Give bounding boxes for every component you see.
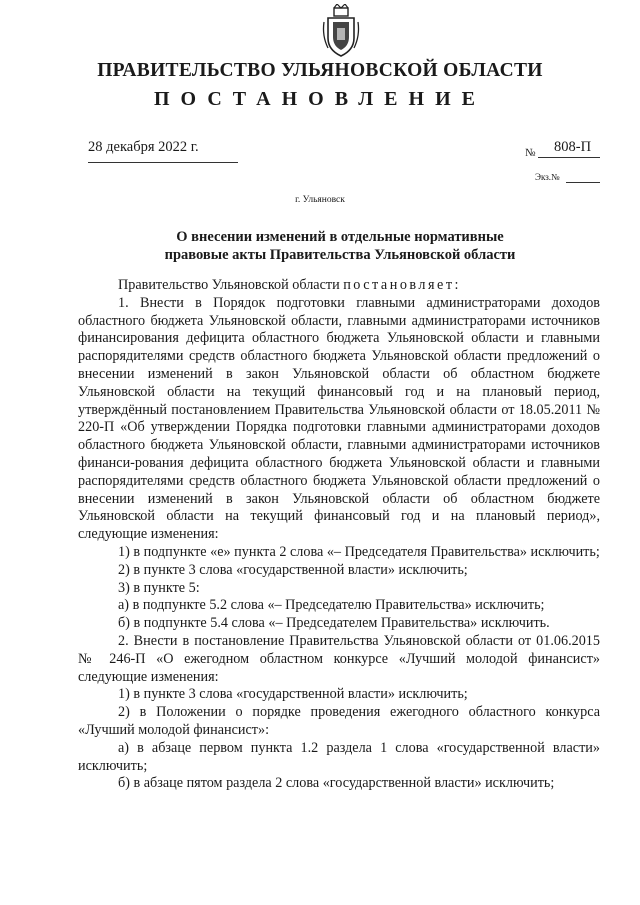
paragraph-1-1: 1) в подпункте «е» пункта 2 слова «– Председателя Правительства» исключить; bbox=[118, 543, 600, 560]
copy-number-underline bbox=[566, 182, 600, 183]
number-underline bbox=[538, 157, 600, 158]
city: г. Ульяновск bbox=[295, 195, 345, 205]
paragraph-1-3a: а) в подпункте 5.2 слова «– Председателю Правительства» исключить; bbox=[118, 597, 545, 614]
paragraph-2-2: 2) в Положении о порядке проведения ежегодного областного конкурса «Лучший молодой финансист»: bbox=[78, 704, 600, 738]
organization-name: ПРАВИТЕЛЬСТВО УЛЬЯНОВСКОЙ ОБЛАСТИ bbox=[97, 60, 543, 81]
coat-of-arms-icon bbox=[320, 4, 362, 60]
paragraph-1-3: 3) в пункте 5: bbox=[118, 579, 200, 596]
paragraph-1-3b: б) в подпункте 5.4 слова «– Председателем Правительства» исключить. bbox=[118, 615, 550, 632]
paragraph-2: 2. Внести в постановление Правительства Ульяновской области от 01.06.2015 № 246-П «О ежегодном областном конкурсе «Лучший молодой финансист» следующие изменения: bbox=[78, 632, 600, 685]
title-line-2: правовые акты Правительства Ульяновской области bbox=[164, 247, 516, 263]
title-line-1: О внесении изменений в отдельные нормативные bbox=[176, 229, 504, 245]
copy-number-label: Экз.№ bbox=[535, 172, 560, 182]
paragraph-2-1: 1) в пункте 3 слова «государственной власти» исключить; bbox=[118, 686, 468, 703]
intro-paragraph bbox=[78, 277, 600, 295]
document-type: ПОСТАНОВЛЕНИЕ bbox=[154, 88, 486, 110]
intro-lead: Правительство Ульяновской области bbox=[118, 277, 340, 293]
document-date: 28 декабря 2022 г. bbox=[88, 139, 199, 155]
paragraph-1: 1. Внести в Порядок подготовки главными администраторами доходов областного бюджета Ульяновской области, главными администраторами источников финансирования дефицита областного бюджета Ульяновской области и главными распорядителями средств областного бюджета Ульяновской области предложений о внесении изменений в закон Ульяновской области об областном бюджете Ульяновской области на текущий финансовый год и на плановый период, утверждённый постановлением Правительства Ульяновской области от 18.05.2011 № 220-П «Об утверждении Порядка подготовки главными администраторами доходов областного бюджета Ульяновской области, главными администраторами источников финанси-рования дефицита областного бюджета Ульяновской области и главными распорядителями средств областного бюджета Ульяновской области предложений о внесении изменений в закон Ульяновской области об областном бюджете Ульяновской области на текущий финансовый год и на плановый период», следующие изменения: bbox=[78, 294, 600, 543]
paragraph-2-2a: а) в абзаце первом пункта 1.2 раздела 1 слова «государственной власти» исключить; bbox=[78, 739, 600, 774]
paragraph-1-2: 2) в пункте 3 слова «государственной власти» исключить; bbox=[118, 561, 468, 578]
date-underline bbox=[88, 162, 238, 163]
document-title bbox=[80, 228, 600, 264]
intro-verb: постановляет: bbox=[343, 277, 461, 293]
paragraph-2-2b: б) в абзаце пятом раздела 2 слова «государственной власти» исключить; bbox=[118, 775, 555, 792]
document-body bbox=[78, 277, 600, 793]
number-label: № bbox=[525, 147, 536, 159]
document-number: 808-П bbox=[554, 139, 592, 155]
